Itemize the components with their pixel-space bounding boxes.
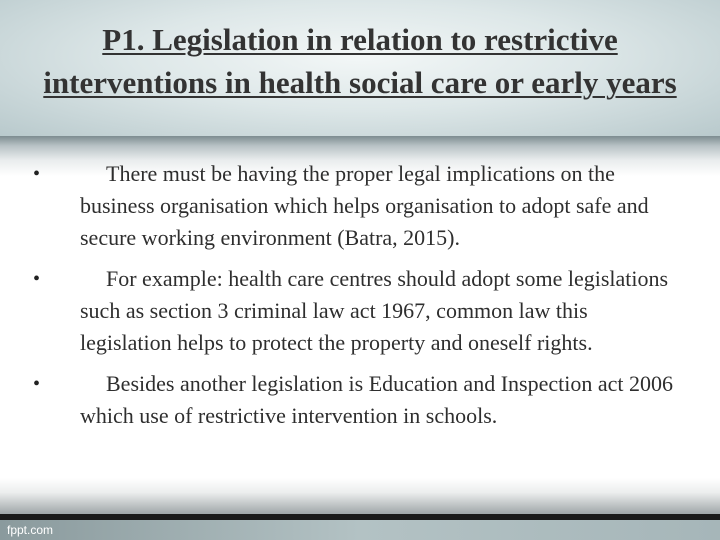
bullet-icon: • bbox=[33, 373, 41, 395]
bullet-list bbox=[0, 158, 720, 432]
bullet-item bbox=[0, 158, 720, 254]
footer-band bbox=[0, 520, 720, 540]
bullet-icon: • bbox=[33, 268, 41, 290]
bullet-item bbox=[0, 263, 720, 359]
bullet-text: Besides another legislation is Education and Inspection act 2006 which use of restrictive intervention in schools. bbox=[80, 371, 673, 428]
footer-shadow bbox=[0, 478, 720, 514]
bullet-text: There must be having the proper legal implications on the business organisation which helps organisation to adopt safe and secure working environment (Batra, 2015). bbox=[80, 161, 649, 250]
slide-body bbox=[0, 158, 720, 498]
bullet-icon: • bbox=[33, 163, 41, 185]
slide-title: P1. Legislation in relation to restrictive interventions in health social care or early years bbox=[43, 22, 677, 100]
bullet-item bbox=[0, 368, 720, 432]
bullet-text: For example: health care centres should adopt some legislations such as section 3 criminal law act 1967, common law this legislation helps to protect the property and oneself rights. bbox=[80, 266, 669, 355]
watermark-text: fppt.com bbox=[7, 523, 54, 537]
